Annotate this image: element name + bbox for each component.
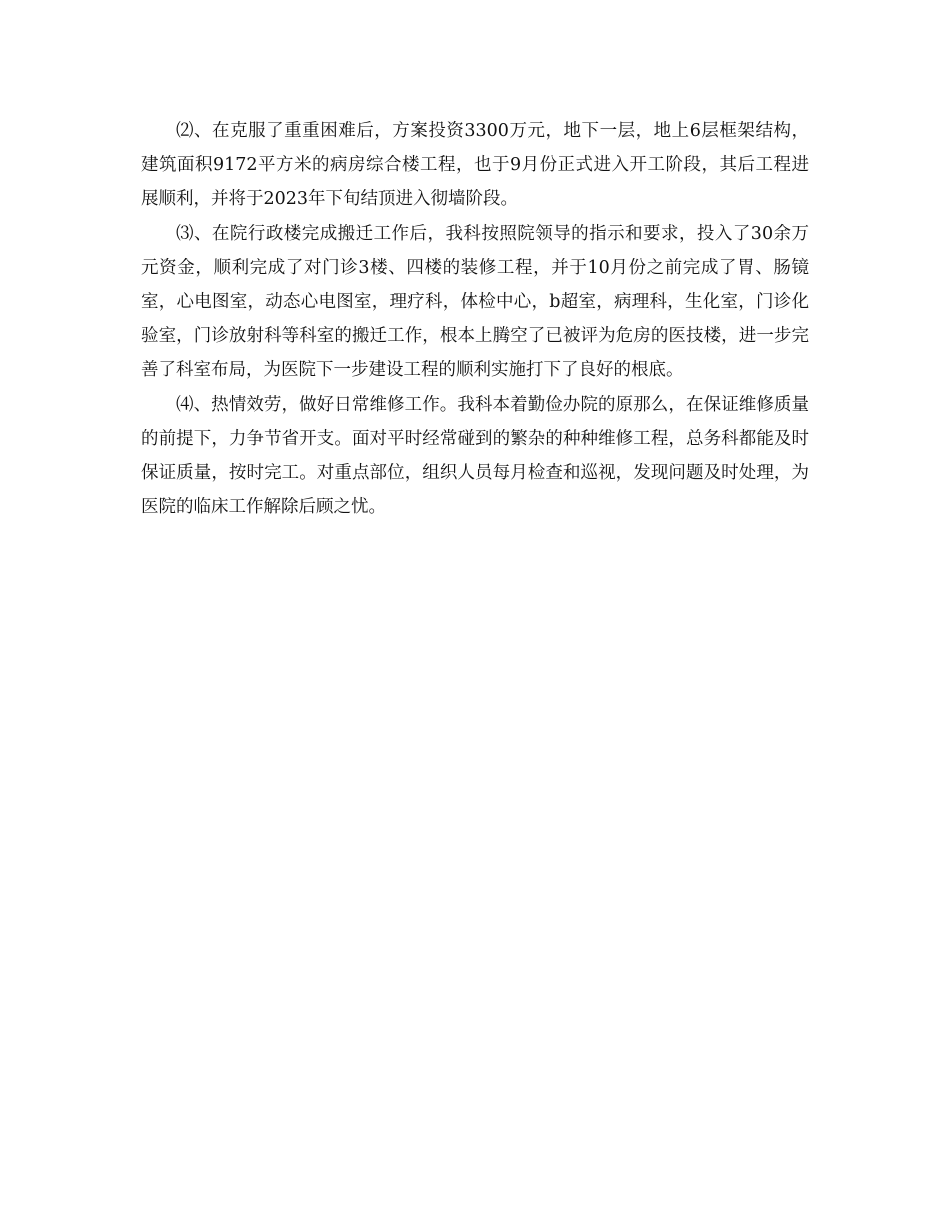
paragraph-2: ⑵、在克服了重重困难后，方案投资3300万元，地下一层，地上6层框架结构，建筑面积9172平方米的病房综合楼工程，也于9月份正式进入开工阶段，其后工程进展顺利，并将于2023年下旬结顶进入彻墙阶段。: [141, 121, 809, 210]
paragraph-3: ⑶、在院行政楼完成搬迁工作后，我科按照院领导的指示和要求，投入了30余万元资金，顺利完成了对门诊3楼、四楼的装修工程，并于10月份之前完成了胃、肠镜室，心电图室，动态心电图室，理疗科，体检中心，b超室，病理科，生化室，门诊化验室，门诊放射科等科室的搬迁工作，根本上腾空了已被评为危房的医技楼，进一步完善了科室布局，为医院下一步建设工程的顺利实施打下了良好的根底。: [141, 223, 809, 381]
document-body: [141, 114, 809, 524]
paragraph-4: ⑷、热情效劳，做好日常维修工作。我科本着勤俭办院的原那么，在保证维修质量的前提下，力争节省开支。面对平时经常碰到的繁杂的种种维修工程，总务科都能及时保证质量，按时完工。对重点部位，组织人员每月检查和巡视，发现问题及时处理，为医院的临床工作解除后顾之忧。: [141, 394, 809, 518]
